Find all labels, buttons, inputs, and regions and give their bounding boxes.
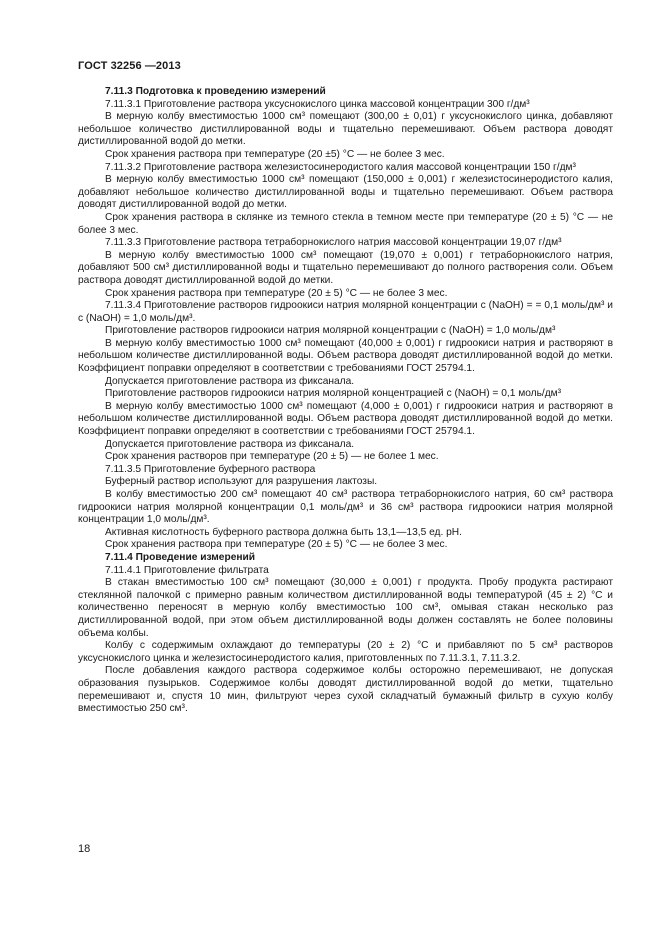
paragraph: Допускается приготовление раствора из фиксанала. [105,375,355,387]
paragraph: Срок хранения растворов при температуре (20 ± 5) — не более 1 мес. [105,451,439,463]
paragraph: Активная кислотность буферного раствора должна быть 13,1—13,5 ед. рН. [105,526,462,538]
paragraph: 7.11.3.2 Приготовление раствора железистосинеродистого калия массовой концентрации 150 г/дм³ [105,161,576,173]
paragraph: В мерную колбу вместимостью 1000 см³ помещают (40,000 ± 0,001) г гидроокиси натрия и растворяют в небольшом количестве дистиллированной воды. Объем раствора доводят дистиллированной водой до метки. Коэффициент поправки определяют в соответствии с требованиями ГОСТ 25794.1. [78,337,613,375]
paragraph: Срок хранения раствора при температуре (20 ± 5) °С — не более 3 мес. [105,287,448,299]
paragraph: Приготовление растворов гидроокиси натрия молярной концентрации с (NaOH) = 1,0 моль/дм³ [105,325,556,337]
paragraph: В колбу вместимостью 200 см³ помещают 40 см³ раствора тетраборнокислого натрия, 60 см³ раствора гидроокиси натрия молярной концентрации 0,1 моль/дм³ и 36 см³ раствора гидроокиси натрия молярной концентрации 1,0 моль/дм³. [78,489,613,526]
section-heading: Срок хранения раствора при температуре (20 ± 5) °С — не более 3 мес. [105,539,448,551]
paragraph: В мерную колбу вместимостью 1000 см³ помещают (150,000 ± 0,001) г железистосинеродистого калия, добавляют небольшое количество дистиллированной воды и тщательно перемешивают. Объем раствора доводят дистиллированной водой до метки. [78,174,613,211]
paragraph: 7.11.3.5 Приготовление буферного раствора [105,463,316,475]
paragraph: Срок хранения раствора при температуре (20 ±5) °С — не более 3 мес. [105,148,445,160]
paragraph: 7.11.3.4 Приготовление растворов гидроокиси натрия молярной концентрации с (NaOH) = = 0,1 моль/дм³ и с (NaOH) = 1,0 моль/дм³. [78,300,613,324]
paragraph: Колбу с содержимым охлаждают до температуры (20 ± 2) °С и прибавляют по 5 см³ растворов уксуснокислого цинка и железистосинеродистого калия, приготовленных по 7.11.3.1, 7.11.3.2. [78,640,613,664]
paragraph: 7.11.4.1 Приготовление фильтрата [105,564,269,576]
paragraph: В мерную колбу вместимостью 1000 см³ помещают (4,000 ± 0,001) г гидроокиси натрия и растворяют в небольшом количестве дистиллированной воды. Объем раствора доводят дистиллированной водой до метки. Коэффициент поправки определяют в соответствии с требованиями ГОСТ 25794.1. [78,400,613,438]
section-heading: 7.11.3 Подготовка к проведению измерений [105,86,326,97]
document-header: ГОСТ 32256 —2013 [78,60,181,72]
paragraph: В мерную колбу вместимостью 1000 см³ помещают (300,00 ± 0,01) г уксуснокислого цинка, добавляют небольшое количество дистиллированной воды и тщательно перемешивают. Объем раствора доводят дистиллированной водой до метки. [78,111,613,148]
paragraph: 7.11.3.1 Приготовление раствора уксуснокислого цинка массовой концентрации 300 г/дм³ [105,98,530,110]
paragraph: Срок хранения раствора в склянке из темного стекла в темном месте при температуре (20 ± 5) °С — не более 3 мес. [78,211,613,236]
document-body [78,86,613,716]
paragraph: В мерную колбу вместимостью 1000 см³ помещают (19,070 ± 0,001) г тетраборнокислого натрия, добавляют 500 см³ дистиллированной воды и тщательно перемешивают до полного растворения соли. Объем раствора доводят дистиллированной водой до метки. [78,249,613,286]
paragraph: 7.11.4 Проведение измерений [105,551,256,563]
paragraph: 7.11.3.3 Приготовление раствора тетраборнокислого натрия массовой концентрации 19,07 г/дм³ [105,237,562,249]
paragraph: Буферный раствор используют для разрушения лактозы. [105,476,378,488]
paragraph: В стакан вместимостью 100 см³ помещают (30,000 ± 0,001) г продукта. Пробу продукта растирают стеклянной палочкой с примерно равным количеством дистиллированной воды температурой (45 ± 2) °С и количественно переносят в мерную колбу вместимостью 100 см³, омывая стакан несколько раз дистиллированной водой, при этом объем дистиллированной воды должен составлять не более половины объема колбы. [78,577,613,639]
paragraph: Приготовление растворов гидроокиси натрия молярной концентрацией с (NaOH) = 0,1 моль/дм³ [105,388,562,400]
paragraph: После добавления каждого раствора содержимое колбы осторожно перемешивают, не допуская образования пузырьков. Содержимое колбы доводят дистиллированной водой до метки, тщательно перемешивают и, спустя 10 мин, фильтруют через сухой складчатый бумажный фильтр в сухую колбу вместимостью 250 см³. [78,665,613,715]
paragraph: Допускается приготовление раствора из фиксанала. [105,438,355,450]
page-number: 18 [78,843,91,855]
